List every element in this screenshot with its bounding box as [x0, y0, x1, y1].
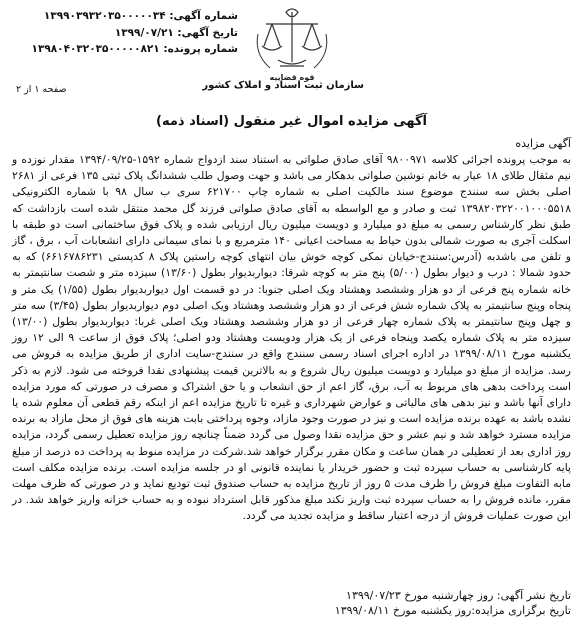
ad-date: تاریخ آگهی: ۱۳۹۹/۰۷/۲۱ [114, 26, 238, 39]
document-title: آگهی مزایده اموال غیر منقول (اسناد ذمه) [156, 114, 427, 129]
footer-dates [12, 588, 571, 618]
document-subtitle: آگهی مزایده [515, 137, 571, 150]
auction-date: تاریخ برگزاری مزایده:روز یکشنبه مورخ ۱۳۹۹/۰۸/۱۱ [334, 604, 571, 617]
header-meta [8, 8, 238, 58]
judiciary-emblem-icon [248, 4, 336, 88]
body-paragraph: به موجب پرونده اجرائی کلاسه ۹۸۰۰۹۷۱ آقای صادق صلواتی به استناد سند ازدواج شماره ۱۵۹۲-۱۳۹۴/۰۹/۲۵ مقدار نوزده و نیم مثقال طلای ۱۸ عیار به خانم نوشین صلواتی بدهکار می باشد و جهت وصول طلب ششدانگ پلاک ثبتی ۱۳۵ فرعی از ۲۶۸۱ اصلی بخش سه سنندج موضوع سند مالکیت اصلی به شماره چاپ ۶۲۱۷۰۰ سری ب سال ۹۸ با شماره الکترونیکی ۱۳۹۸۲۰۳۲۲۰۰۱۰۰۰۵۵۱۸ ثبت و صادر و مع الواسطه به آقای صادق صلواتی فرزند گل محمد منتقل شده است بازداشت که طبق نظر کارشناس رسمی به مبلغ دو میلیارد و دویست میلیون ریال ارزیابی شده و پلاک فوق ساختمانی است دو طبقه با اسکلت آجری به صورت شمالی بدون حیاط به مساحت اعیانی ۱۴۰ مترمربع و با نمای سیمانی دارای انشعابات آب ، برق ، گاز و تلفن می باشدبه (آدرس:سنندج-خیابان نمکی کوچه خوش بیان انتهای کوچه راستین پلاک ۸ کدپستی ۶۶۱۶۷۸۶۲۳۱) که به حدود شمالا : درب و دیوار بطول (۵/۰۰) پنج متر به کوچه شرقا: دیواربدیوار بطول (۱۳/۶۰) سیزده متر و شصت سانتیمتر به خانه شماره پنج فرعی از دو هزار وششصد وهشتاد ویک اصلی جنوبا: در دو قسمت اول دیواربدیوار بطول (۱/۵۵) یک متر و پنجاه وپنج سانتیمتر به پلاک شماره شش فرعی از دو هزار وششصد وهشتاد ویک اصلی دوم دیواربدیوار بطول (۳/۴۵) سه متر و چهل وپنج سانتیمتر به پلاک شماره چهار فرعی از دو هزار وششصد وهشتاد ویک اصلی غربا: دیواربدیوار بطول (۱۳/۰۰) سیزده متر به پلاک شماره یکصد وپنجاه فرعی از یک هزار ودویست وهشتاد ودو اصلی؛ پلاک فوق از ساعت ۹ الی ۱۲ روز یکشنبه مورخ ۱۳۹۹/۰۸/۱۱ در اداره اجرای اسناد رسمی سنندج واقع در سنندج-سایت اداری از طریق مزایده به فروش می رسد. مزایده از مبلغ دو میلیارد و دویست میلیون ریال شروع و به بالاترین قیمت پیشنهادی نقدا فروخته می شود. لازم به ذکر است پرداخت بدهی های مربوط به آب، برق، گاز اعم از حق انشعاب و یا حق اشتراک و مصرف در صورتی که مورد مزایده دارای آنها باشد و نیز بدهی های مالیاتی و عوارض شهرداری و غیره تا تاریخ مزایده اعم از اینکه رقم قطعی آن معلوم شده یا نشده باشد به عهده برنده مزایده است و نیز در صورت وجود مازاد، وجوه پرداختی بابت هزینه های فوق از محل مازاد به برنده مزایده مسترد خواهد شد و نیم عشر و حق مزایده نقدا وصول می گردد ضمناً چنانچه روز مزایده تعطیل رسمی گردد، مزایده روز اداری بعد از تعطیلی در همان ساعت و مکان مقرر برگزار خواهد شد.شرکت در مزایده منوط به پرداخت ده درصد از مبلغ پایه کارشناسی به حساب سپرده ثبت و حضور خریدار یا نماینده قانونی او در جلسه مزایده است. برنده مزایده مکلف است مابه التفاوت مبلغ فروش را ظرف مدت ۵ روز از تاریخ مزایده به حساب صندوق ثبت تودیع نماید و در صورتی که ظرف مهلت مقرر، مانده فروش را به حساب سپرده ثبت واریز نکند مبلغ مذکور قابل استرداد نبوده و به حساب خزانه واریز خواهد شد. در این صورت عملیات فروش از درجه اعتبار ساقط و مزایده تجدید می گردد. [12, 153, 572, 523]
emblem-caption: قوه قضاییه [269, 73, 315, 82]
ad-number: شماره آگهی: ۱۳۹۹۰۳۹۳۲۰۳۵۰۰۰۰۰۳۴ [43, 10, 238, 22]
org-name: سازمان ثبت اسناد و املاک کشور [202, 80, 364, 91]
page-number: صفحه ۱ از ۲ [16, 84, 67, 95]
file-number: شماره پرونده: ۱۳۹۸۰۴۰۳۲۰۳۵۰۰۰۰۰۸۲۱ [31, 43, 238, 55]
publish-date: تاریخ نشر آگهی: روز چهارشنبه مورخ ۱۳۹۹/۰۷/۲۳ [346, 589, 571, 602]
